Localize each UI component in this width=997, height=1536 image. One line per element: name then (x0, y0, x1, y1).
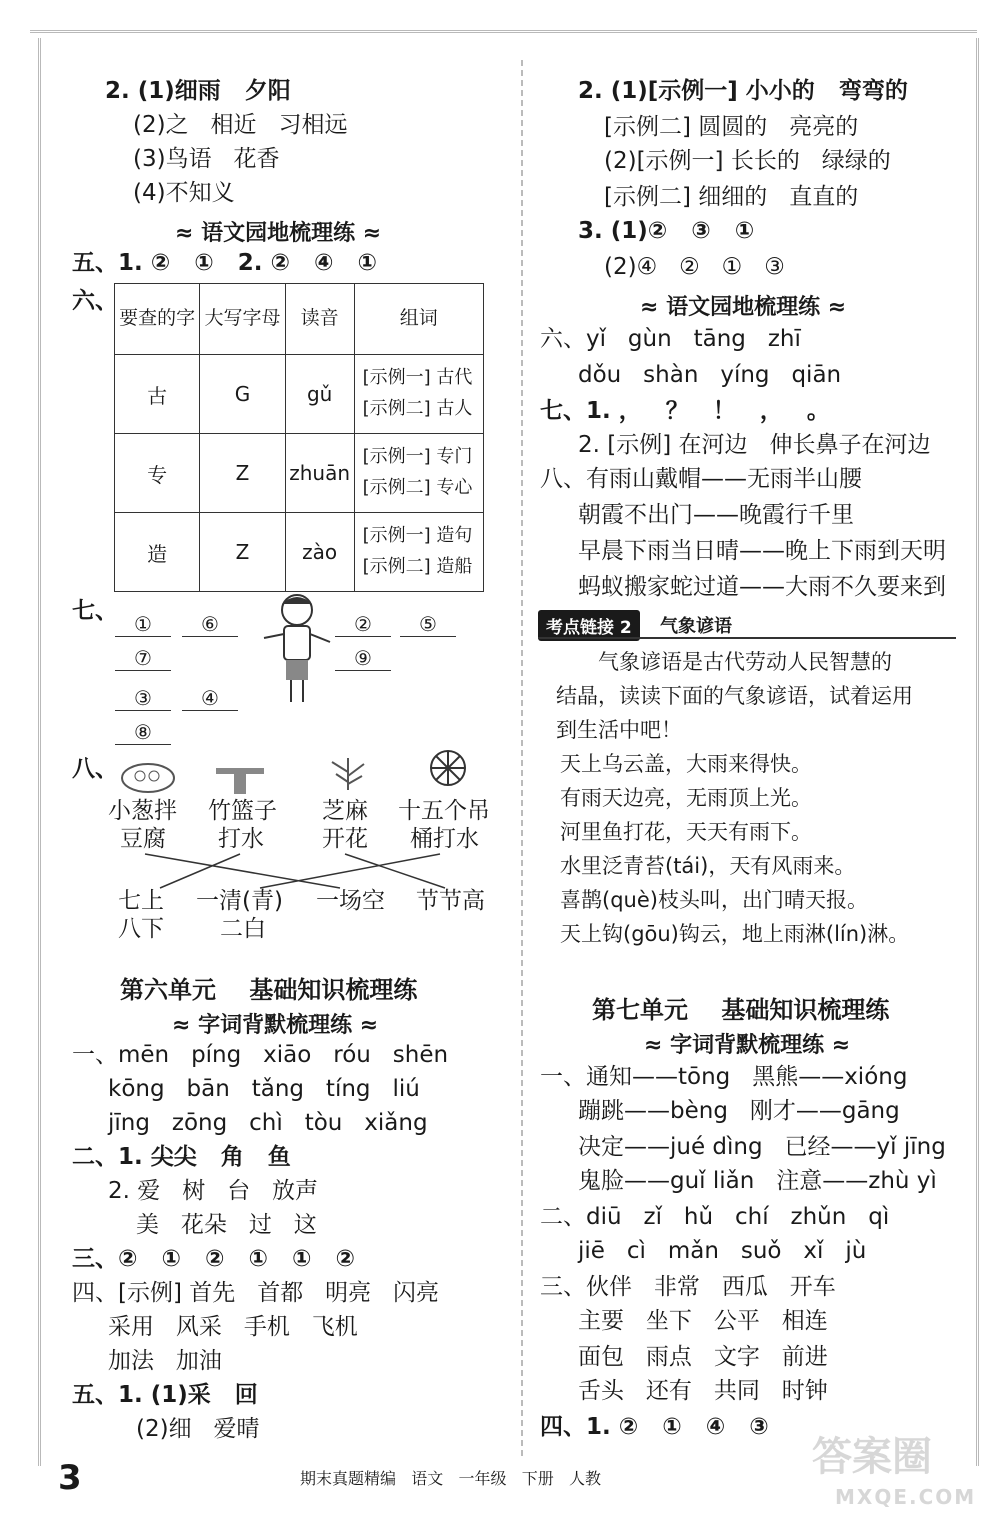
answer-line: 蚂蚁搬家蛇过道——大雨不久要来到 (578, 574, 946, 600)
saying-top: 豆腐 (120, 826, 166, 852)
answer-line: [示例二] 圆圆的 亮亮的 (604, 114, 859, 140)
callout-text: 结晶，读读下面的气象谚语，试着运用 (556, 684, 913, 708)
answer-line: (2)之 相近 习相远 (133, 112, 348, 138)
answer-line: 2. [示例] 在河边 伸长鼻子在河边 (578, 432, 931, 458)
page-number: 3 (58, 1458, 82, 1498)
answer-line: 一、通知——tōng 黑熊——xióng (540, 1064, 908, 1090)
answer-line: 四、[示例] 首先 首都 明亮 闪亮 (72, 1280, 440, 1306)
page-border-right (966, 38, 979, 1466)
answer-blank: ⑨ (335, 646, 391, 671)
table-cell: [示例一] 专门 [示例二] 专心 (354, 434, 483, 513)
table-row (115, 513, 484, 592)
answer-line: 二、diū zǐ hǔ chí zhǔn qì (540, 1204, 890, 1230)
answer-line: 2. (1)细雨 夕阳 (105, 78, 291, 104)
saying-top: 开花 (322, 826, 368, 852)
answer-line: 一、mēn píng xiāo róu shēn (72, 1042, 449, 1068)
answer-blank: ⑤ (400, 612, 456, 637)
answer-line: kōng bān tǎng tíng liú (108, 1076, 420, 1102)
answer-line: 朝霞不出门——晚霞行千里 (578, 502, 854, 528)
saying-bottom: 一场空 (316, 888, 385, 914)
callout-tag: 考点链接 2 (538, 610, 640, 641)
answer-line: 五、1. ② ① 2. ② ④ ① (72, 250, 377, 276)
answer-line: 三、② ① ② ① ① ② (72, 1246, 355, 1272)
answer-line: 主要 坐下 公平 相连 (578, 1308, 828, 1334)
weather-saying: 水里泛青苔(tái)，天有风雨来。 (560, 854, 856, 878)
watermark-logo: 答案圈 (812, 1434, 932, 1480)
callout-text: 到生活中吧！ (556, 718, 682, 742)
answer-blank: ② (335, 612, 391, 637)
answer-line: jīng zōng chì tòu xiǎng (108, 1110, 428, 1136)
table-row (115, 434, 484, 513)
saying-bottom: 节节高 (416, 888, 485, 914)
saying-top: 芝麻 (322, 798, 368, 824)
answer-blank: ① (115, 612, 171, 637)
section-heading: ≈ 字词背默梳理练 ≈ (644, 1033, 851, 1058)
unit-heading: 第七单元 基础知识梳理练 (592, 996, 890, 1024)
saying-top: 小葱拌 (108, 798, 177, 824)
answer-line: 蹦跳——bèng 刚才——gāng (578, 1098, 900, 1124)
saying-top: 竹篮子 (208, 798, 277, 824)
table-header: 大写字母 (200, 284, 285, 355)
weather-saying: 天上钩(gōu)钩云，地上雨淋(lín)淋。 (560, 922, 910, 946)
sesame-plant-icon (318, 752, 378, 792)
answer-blank: ④ (182, 686, 238, 711)
answer-line: 三、伙伴 非常 西瓜 开车 (540, 1274, 836, 1300)
answer-line: 早晨下雨当日晴——晚上下雨到天明 (578, 538, 946, 564)
table-header: 读音 (285, 284, 354, 355)
answer-line: 2. (1)[示例一] 小小的 弯弯的 (578, 78, 908, 104)
footer-text: 期末真题精编 语文 一年级 下册 人教 (300, 1469, 602, 1488)
column-divider (521, 60, 523, 1456)
answer-line: (2)[示例一] 长长的 绿绿的 (604, 148, 891, 174)
callout-title: 气象谚语 (660, 616, 732, 637)
table-row (115, 355, 484, 434)
unit-heading: 第六单元 基础知识梳理练 (120, 976, 418, 1004)
table-header: 要查的字 (115, 284, 200, 355)
weather-saying: 喜鹊(què)枝头叫，出门晴天报。 (560, 888, 868, 912)
answer-line: 加法 加油 (108, 1348, 222, 1374)
table-cell: Z (200, 513, 285, 592)
answer-line: 八、有雨山戴帽——无雨半山腰 (540, 466, 862, 492)
table-cell: [示例一] 造句 [示例二] 造船 (354, 513, 483, 592)
answer-line: dǒu shàn yíng qiān (578, 362, 842, 388)
answer-line: 采用 风采 手机 飞机 (108, 1314, 358, 1340)
answer-line: 四、1. ② ① ④ ③ (540, 1414, 769, 1440)
answer-line: 3. (1)② ③ ① (578, 218, 755, 244)
saying-bottom: 一清(青) (196, 888, 283, 914)
callout-rule (538, 637, 956, 639)
answer-line: 二、1. 尖尖 角 鱼 (72, 1144, 291, 1170)
section-heading: ≈ 语文园地梳理练 ≈ (640, 295, 847, 320)
matching-lines (100, 852, 500, 892)
water-wheel-icon (418, 748, 478, 788)
answer-line: 五、1. (1)采 回 (72, 1382, 258, 1408)
answer-line: 七、1. ， ？ ！ ， 。 (540, 398, 830, 424)
answer-line: (2)细 爱晴 (136, 1416, 260, 1442)
answer-line: 舌头 还有 共同 时钟 (578, 1378, 828, 1404)
answer-line: (2)④ ② ① ③ (604, 254, 785, 280)
question-label: 八、 (72, 756, 118, 782)
table-cell: Z (200, 434, 285, 513)
answer-blank: ⑦ (115, 646, 171, 671)
table-cell: 古 (115, 355, 200, 434)
answer-line: (4)不知义 (133, 180, 235, 206)
answer-line: 鬼脸——guǐ liǎn 注意——zhù yì (578, 1168, 937, 1194)
saying-bottom: 七上 (118, 888, 164, 914)
weather-saying: 天上乌云盖，大雨来得快。 (560, 752, 812, 776)
answer-blank: ⑧ (115, 720, 171, 745)
answer-line: 2. 爱 树 台 放声 (108, 1178, 319, 1204)
question-label: 七、 (72, 598, 118, 624)
table-cell: gǔ (285, 355, 354, 434)
page-border-top (30, 30, 977, 45)
answer-line: 决定——jué dìng 已经——yǐ jīng (578, 1134, 946, 1160)
saying-top: 桶打水 (410, 826, 479, 852)
answer-blank: ⑥ (182, 612, 238, 637)
page-border-left (38, 38, 51, 1466)
table-cell: 造 (115, 513, 200, 592)
question-label: 六、 (72, 288, 118, 314)
saying-top: 十五个吊 (398, 798, 490, 824)
basket-icon (210, 758, 270, 798)
saying-bottom: 八下 (118, 916, 164, 942)
boy-illustration (262, 590, 332, 710)
answer-blank: ③ (115, 686, 171, 711)
saying-bottom: 二白 (220, 916, 266, 942)
weather-saying: 河里鱼打花，天天有雨下。 (560, 820, 812, 844)
table-cell: zhuān (285, 434, 354, 513)
table-header: 组词 (354, 284, 483, 355)
section-heading: ≈ 语文园地梳理练 ≈ (175, 221, 382, 246)
section-heading: ≈ 字词背默梳理练 ≈ (172, 1013, 379, 1038)
answer-line: 美 花朵 过 这 (136, 1212, 317, 1238)
watermark-url: MXQE.COM (835, 1485, 977, 1509)
callout-text: 气象谚语是古代劳动人民智慧的 (598, 650, 892, 674)
table-cell: zào (285, 513, 354, 592)
table-cell: G (200, 355, 285, 434)
answer-line: 面包 雨点 文字 前进 (578, 1344, 828, 1370)
cauliflower-icon (118, 758, 178, 798)
table-cell: [示例一] 古代 [示例二] 古人 (354, 355, 483, 434)
answer-line: 六、yǐ gùn tāng zhī (540, 326, 801, 352)
saying-top: 打水 (218, 826, 264, 852)
weather-saying: 有雨天边亮，无雨顶上光。 (560, 786, 812, 810)
answer-line: [示例二] 细细的 直直的 (604, 184, 859, 210)
answer-line: jiē cì mǎn suǒ xǐ jù (578, 1238, 867, 1264)
dictionary-table (114, 283, 484, 592)
answer-line: (3)鸟语 花香 (133, 146, 280, 172)
table-cell: 专 (115, 434, 200, 513)
